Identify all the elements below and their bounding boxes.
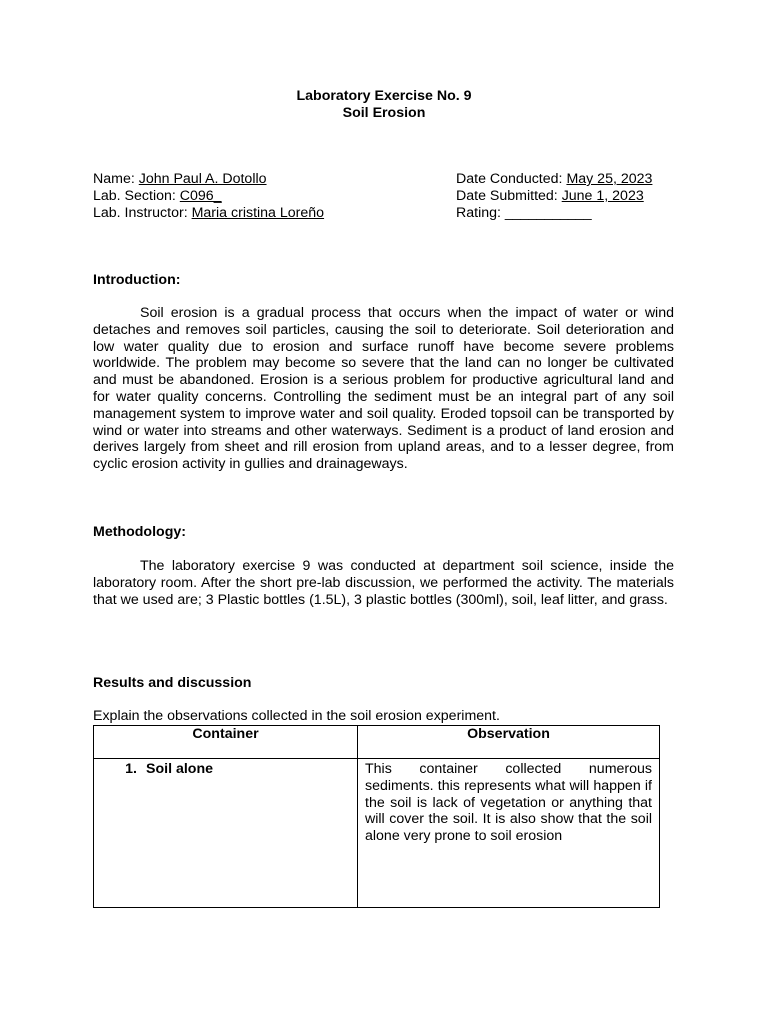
name-label: Name:	[93, 171, 135, 187]
rating-label: Rating:	[456, 204, 501, 221]
date-info	[456, 171, 652, 221]
section-value: C096_	[179, 187, 222, 204]
document-subtitle: Soil Erosion	[342, 105, 426, 121]
results-heading: Results and discussion	[93, 675, 252, 691]
row-number: 1.	[125, 761, 137, 777]
introduction-section	[93, 305, 674, 473]
container-cell	[94, 759, 358, 908]
observation-cell: This container collected numerous sediments. this represents what will happen if the soil is lack of vegetation or anything that will cover the soil. It is also show that the soil alone very prone to soil erosion	[358, 759, 660, 908]
observation-column-header: Observation	[358, 726, 660, 759]
introduction-paragraph: Soil erosion is a gradual process that occurs when the impact of water or wind detaches and removes soil particles, causing the soil to deteriorate. Soil deterioration and low water quality due to erosion and surface runoff have become severe problems worldwide. The problem may become so severe that the land can no longer be cultivated and must be abandoned. Erosion is a serious problem for productive agricultural land and for water quality concerns. Controlling the sediment must be an integral part of any soil management system to improve water and soil quality. Eroded topsoil can be transported by wind or water into streams and other waterways. Sediment is a product of land erosion and derives largely from sheet and rill erosion from upland areas, and to a lesser degree, from cyclic erosion activity in gullies and drainageways.	[93, 305, 674, 473]
table-row	[94, 759, 660, 908]
section-label: Lab. Section:	[93, 187, 176, 204]
observation-table	[93, 725, 660, 908]
instructor-value: Maria cristina Loreño	[191, 204, 325, 221]
methodology-section	[93, 558, 674, 608]
name-row	[93, 171, 324, 188]
document-title-block	[0, 88, 768, 122]
methodology-paragraph: The laboratory exercise 9 was conducted at department soil science, inside the laboratory room. After the short pre-lab discussion, we performed the activity. The materials that we used are; 3 Plastic bottles (1.5L), 3 plastic bottles (300ml), soil, leaf litter, and grass.	[93, 558, 674, 608]
instructor-row	[93, 205, 324, 222]
results-prompt: Explain the observations collected in the soil erosion experiment.	[93, 708, 500, 724]
date-submitted-value: June 1, 2023	[561, 187, 644, 204]
container-label: Soil alone	[146, 761, 214, 777]
date-submitted-row	[456, 188, 652, 205]
table-header-row	[94, 726, 660, 759]
container-column-header: Container	[94, 726, 358, 759]
document-title: Laboratory Exercise No. 9	[296, 88, 472, 104]
date-conducted-row	[456, 171, 652, 188]
name-value: John Paul A. Dotollo	[138, 171, 267, 187]
methodology-heading: Methodology:	[93, 524, 186, 540]
date-conducted-label: Date Conducted:	[456, 171, 563, 187]
rating-row	[456, 205, 652, 222]
introduction-heading: Introduction:	[93, 272, 181, 288]
student-info	[93, 171, 324, 221]
instructor-label: Lab. Instructor:	[93, 204, 188, 221]
rating-value: ___________	[504, 204, 592, 221]
section-row	[93, 188, 324, 205]
date-conducted-value: May 25, 2023	[566, 171, 653, 187]
date-submitted-label: Date Submitted:	[456, 187, 558, 204]
